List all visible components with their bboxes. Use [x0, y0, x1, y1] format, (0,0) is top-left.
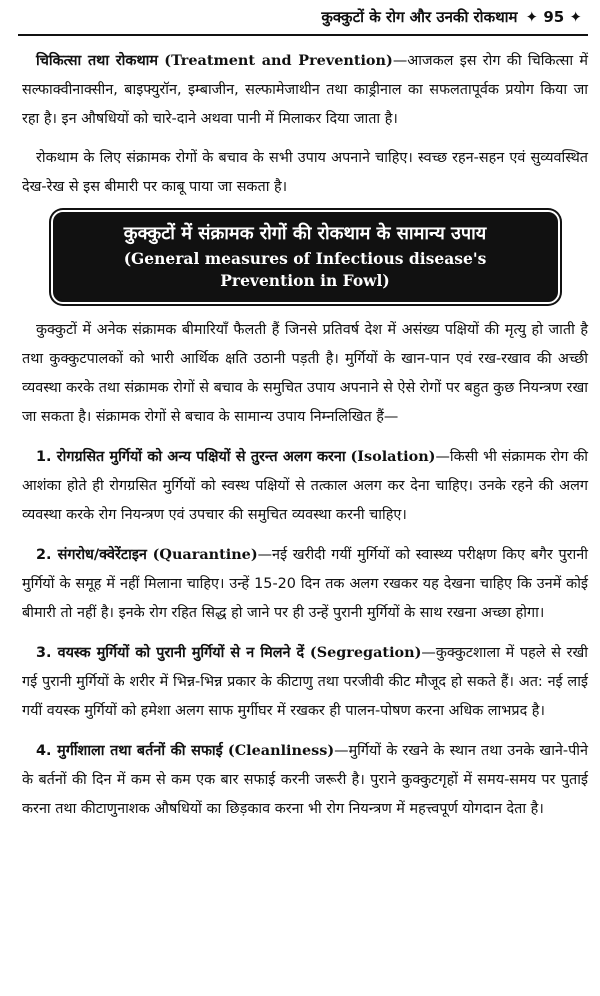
running-head-title: कुक्कुटों के रोग और उनकी रोकथाम	[321, 8, 518, 26]
prevention-paragraph: रोकथाम के लिए संक्रामक रोगों के बचाव के सभी उपाय अपनाने चाहिए। स्वच्छ रहन-सहन एवं सुव्यवस्थित देख-रेख से इस बीमारी पर काबू पाया जा सकता है।	[22, 150, 588, 195]
item-text: —मुर्गियों के रखने के स्थान तथा उनके खाने-पीने के बर्तनों की दिन में कम से कम एक बार सफाई करनी जरूरी है। पुराने कुक्कुटगृहों में समय-समय पर पुताई करना तथा कीटाणुनाशक औषधियों का छिड़काव करना भी रोग नियन्त्रण में महत्त्वपूर्ण योगदान देता है।	[22, 743, 589, 817]
item-heading-hi: 3. वयस्क मुर्गियों को पुरानी मुर्गियों से न मिलने दें	[36, 645, 305, 661]
section-title-en-line2: Prevention in Fowl)	[220, 271, 390, 290]
page-number: ✦ 95 ✦	[525, 8, 582, 26]
item-heading-hi: 2. संगरोध/क्वेरेंटाइन	[36, 547, 147, 563]
item-heading-hi: 1. रोगग्रसित मुर्गियों को अन्य पक्षियों से तुरन्त अलग करना	[36, 449, 346, 465]
treatment-text: —आजकल इस रोग की चिकित्सा में सल्फाक्वीनाक्सीन, बाइफ्युरॉन, इम्बाजीन, सल्फामेजाथीन तथा काड्रीनाल का सफलतापूर्वक प्रयोग किया जा रहा है। इन औषधियों को चारे-दाने अथवा पानी में मिलाकर दिया जाता है।	[22, 53, 588, 127]
item-isolation	[22, 442, 588, 530]
item-quarantine	[22, 540, 588, 628]
treatment-paragraph	[22, 46, 588, 134]
item-text: —कुक्कुटशाला में पहले से रखी गई पुरानी मुर्गियों के शरीर में भिन्न-भिन्न प्रकार के कीटाणु तथा परजीवी कीट मौजूद हो सकते हैं। अत: नई लाई गयीं वयस्क मुर्गियों को हमेशा अलग साफ मुर्गीघर में रखकर ही पालन-पोषण करना अधिक लाभप्रद है।	[22, 645, 588, 719]
treatment-heading-hi: चिकित्सा तथा रोकथाम	[36, 53, 158, 69]
item-heading-en: (Cleanliness)	[227, 742, 335, 759]
item-heading-en: (Isolation)	[350, 448, 436, 465]
treatment-heading-en: (Treatment and Prevention)	[164, 52, 393, 69]
item-cleanliness	[22, 736, 588, 824]
section-title-hi: कुक्कुटों में संक्रामक रोगों की रोकथाम के सामान्य उपाय	[123, 223, 487, 244]
item-text: —किसी भी संक्रामक रोग की आशंका होते ही रोगग्रसित मुर्गियों को स्वस्थ पक्षियों से तत्काल अलग कर देना चाहिए। उनके रहने की अलग व्यवस्था करके रोग नियन्त्रण एवं उपचार की समुचित व्यवस्था करनी चाहिए।	[22, 449, 588, 523]
item-segregation	[22, 638, 588, 726]
item-heading-hi: 4. मुर्गीशाला तथा बर्तनों की सफाई	[36, 743, 223, 759]
section-title-en-line1: (General measures of Infectious disease's	[123, 249, 487, 268]
intro-paragraph: कुक्कुटों में अनेक संक्रामक बीमारियाँ फैलती हैं जिनसे प्रतिवर्ष देश में असंख्य पक्षियों की मृत्यु हो जाती है तथा कुक्कुटपालकों को भारी आर्थिक क्षति उठानी पड़ती है। मुर्गियों के खान-पान एवं रख-रखाव की अच्छी व्यवस्था करके तथा संक्रामक रोगों से बचाव के समुचित उपाय अपनाने से ऐसे रोगों पर बहुत कुछ नियन्त्रण रखा जा सकता है। संक्रामक रोगों से बचाव के सामान्य उपाय निम्नलिखित हैं—	[22, 322, 588, 425]
item-heading-en: (Quarantine)	[152, 546, 258, 563]
page-content	[22, 36, 588, 824]
section-heading-box	[22, 212, 588, 302]
item-heading-en: (Segregation)	[309, 644, 422, 661]
running-head	[18, 0, 588, 36]
item-text: —नई खरीदी गयीं मुर्गियों को स्वास्थ्य परीक्षण किए बगैर पुरानी मुर्गियों के समूह में नहीं मिलाना चाहिए। उन्हें 15-20 दिन तक अलग रखकर यह देखना चाहिए कि उनमें कोई बीमारी तो नहीं है। इनके रोग रहित सिद्ध हो जाने पर ही उन्हें पुरानी मुर्गियों के साथ रखना अच्छा होगा।	[22, 547, 588, 621]
